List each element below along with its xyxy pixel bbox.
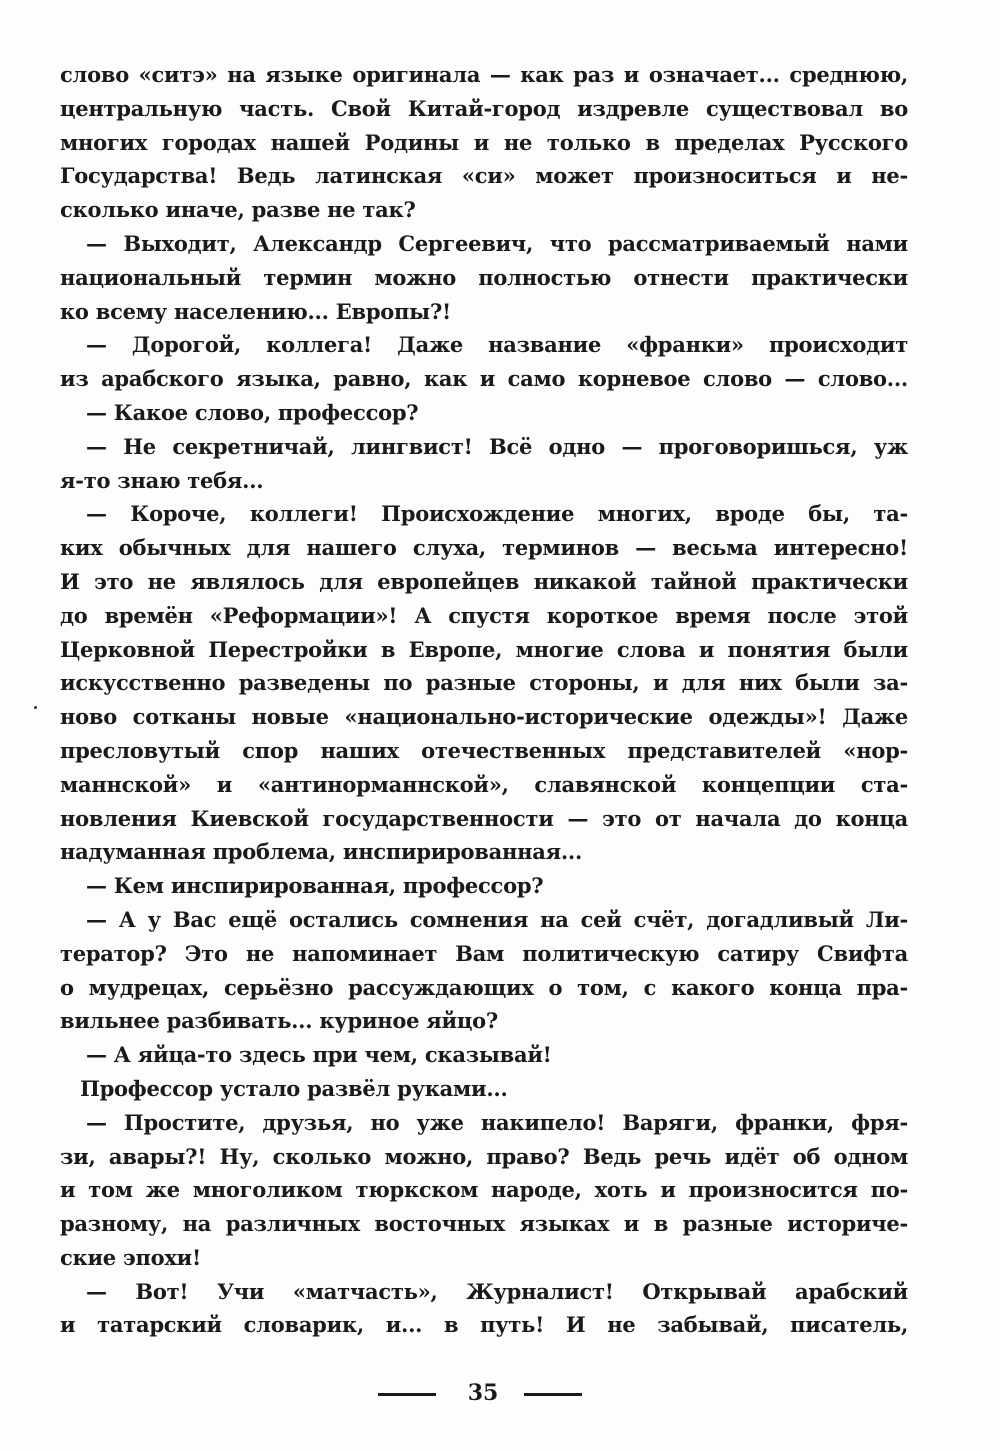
text-line: Церковной Перестройки в Европе, многие слова и понятия были [60,636,908,662]
text-line: тератор? Это не напоминает Вам политическую сатиру Свифта [60,940,908,966]
text-line: национальный термин можно полностью отнести практически [60,264,908,290]
text-line: маннской» и «антинорманнской», славянской концепции ста- [60,771,908,797]
text-line: центральную часть. Свой Китай-город издревле существовал во [60,95,908,121]
text-line: и том же многоликом тюркском народе, хоть и произносится по- [60,1177,908,1203]
text-line: — Вот! Учи «матчасть», Журналист! Открывай арабский [86,1278,908,1304]
text-line: — Короче, коллеги! Происхождение многих, вроде бы, та- [86,501,908,527]
text-line: — Какое слово, профессор? [86,399,419,425]
text-line: зи, авары?! Ну, сколько можно, право? Ведь речь идёт об одном [60,1143,908,1169]
text-line: я-то знаю тебя... [60,467,264,493]
text-line: из арабского языка, равно, как и само корневое слово — слово... [60,366,908,392]
text-line: ко всему населению... Европы?! [60,298,451,324]
text-line: — Простите, друзья, но уже накипело! Варяги, франки, фря- [86,1109,908,1135]
text-line: ново сотканы новые «национально-исторические одежды»! Даже [60,704,908,730]
text-line: новления Киевской государственности — это от начала до конца [60,805,908,831]
text-line: — А яйца-то здесь при чем, сказывай! [86,1042,552,1068]
text-line: пресловутый спор наших отечественных представителей «нор- [60,737,908,763]
text-line: Государства! Ведь латинская «си» может произноситься и не- [60,163,908,189]
text-line: — Кем инспирированная, профессор? [86,873,544,899]
text-line: о мудрецах, серьёзно рассуждающих о том, с какого конца пра- [60,974,908,1000]
text-line: ких обычных для нашего слуха, терминов — весьма интересно! [60,535,908,561]
text-line: И это не являлось для европейцев никакой тайной практически [60,568,908,594]
page-footer [0,1376,1000,1416]
text-line: надуманная проблема, инспирированная... [60,839,583,865]
text-line: сколько иначе, разве не так? [60,197,416,223]
page-number: 35 [467,1380,499,1406]
text-line: искусственно разведены по разные стороны, и для них были за- [60,670,908,696]
footer-rule-right [524,1393,582,1396]
text-line: — Не секретничай, лингвист! Всё одно — проговоришься, уж [86,433,908,459]
text-line: до времён «Реформации»! А спустя короткое время после этой [60,602,908,628]
text-line: вильнее разбивать... куриное яйцо? [60,1008,498,1034]
text-line: Профессор устало развёл руками... [80,1075,508,1101]
text-line: и татарский словарик, и... в путь! И не забывай, писатель, [60,1312,908,1338]
footer-rule-left [378,1393,436,1396]
text-line: ские эпохи! [60,1244,201,1270]
text-line: — А у Вас ещё остались сомнения на сей счёт, догадливый Ли- [86,906,908,932]
text-line: — Дорогой, коллега! Даже название «франки» происходит [86,332,908,358]
text-line: многих городах нашей Родины и не только в пределах Русского [60,129,908,155]
text-line: — Выходит, Александр Сергеевич, что рассматриваемый нами [86,230,908,256]
ink-speck [34,706,37,709]
text-line: слово «ситэ» на языке оригинала — как раз и означает... среднюю, [60,62,908,87]
body-text [60,58,908,1342]
text-line: разному, на различных восточных языках и в разные историче- [60,1211,908,1237]
